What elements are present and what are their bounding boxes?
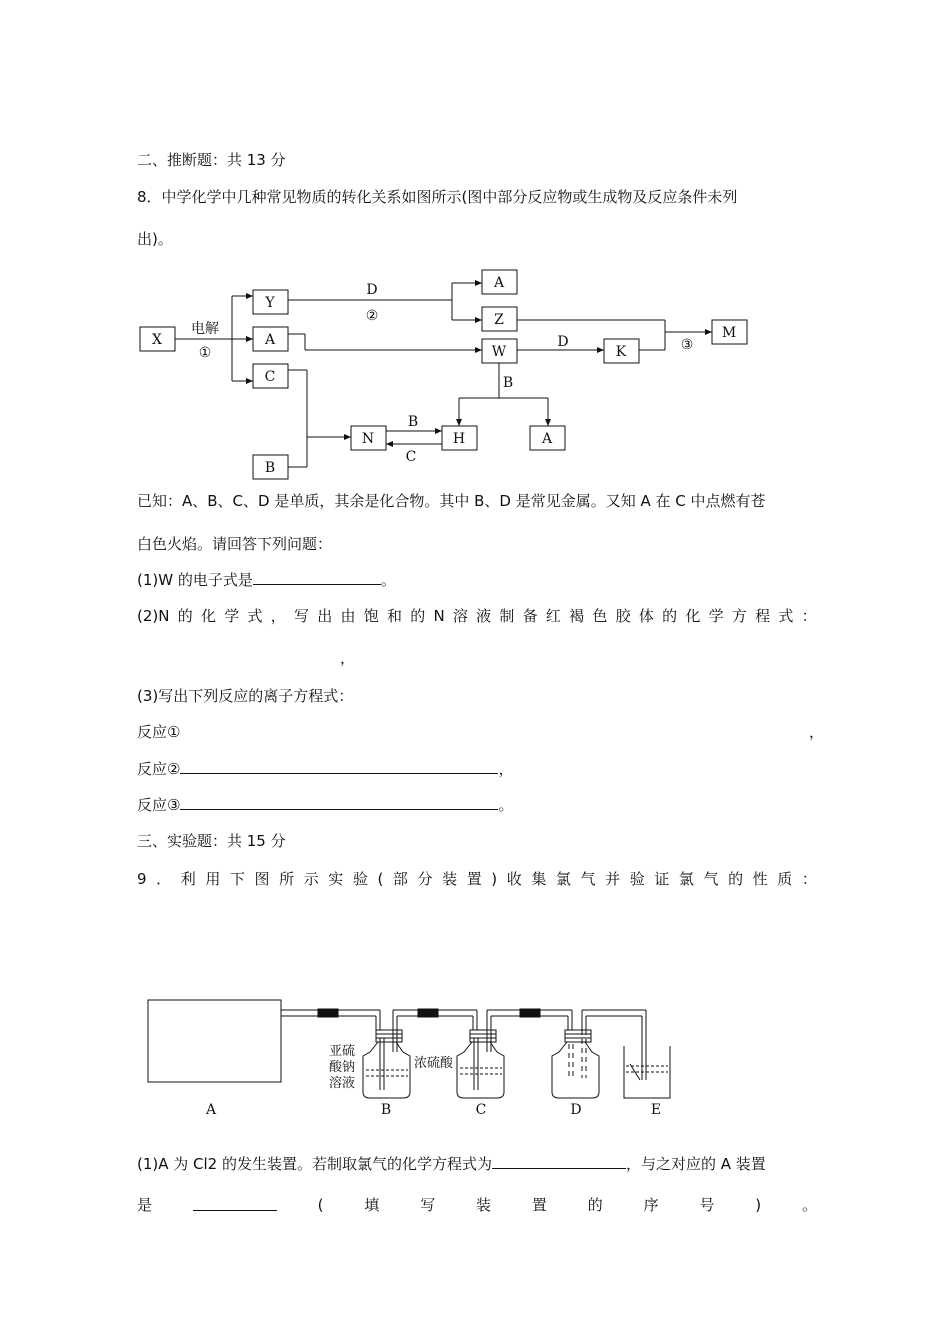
- subquestion-2-char-15: 制: [499, 607, 515, 625]
- reagent-b-line2: 酸钠: [329, 1060, 356, 1075]
- label-b: B: [264, 460, 276, 476]
- subquestion-3: (3)写出下列反应的离子方程式：: [137, 687, 354, 705]
- q9-char-23: 氯: [678, 870, 694, 888]
- q9-sub1-text: (1)A 为 Cl2 的发生装置。若制取氯气的化学方程式为: [137, 1155, 492, 1173]
- q8-text-line1: 8．中学化学中几种常见物质的转化关系如图所示(图中部分反应物或生成物及反应条件未列: [137, 188, 738, 206]
- apparatus-label-e: E: [650, 1102, 662, 1118]
- label-a1: A: [264, 332, 276, 348]
- subquestion-2-char-5: ，: [270, 607, 286, 625]
- answer-blank-chlorine-equation[interactable]: [492, 1153, 626, 1169]
- label-x: X: [152, 332, 162, 348]
- q9-char-9: 验: [352, 870, 368, 888]
- q9-char-17: 集: [531, 870, 547, 888]
- subquestion-2: [137, 606, 817, 626]
- apparatus-diagram: [0, 960, 950, 1130]
- subquestion-2-comma: ，: [340, 649, 356, 667]
- q9-char-15: ): [491, 870, 498, 888]
- q9-sub1-line2-char-answer-blank[interactable]: [193, 1195, 277, 1211]
- reagent-b-line3: 溶液: [329, 1076, 356, 1091]
- q9-char-14: 置: [466, 870, 482, 888]
- label-d1: D: [366, 282, 378, 298]
- bottle-c: [457, 1010, 504, 1098]
- q9-sub1-line2-char-4: 装: [476, 1196, 492, 1214]
- q9-sub1-line2-char-8: 号: [699, 1196, 715, 1214]
- label-w: W: [491, 344, 507, 360]
- subquestion-2-char-16: 备: [522, 607, 538, 625]
- q9-char-16: 收: [506, 870, 522, 888]
- subquestion-2-char-6: 写: [293, 607, 309, 625]
- subquestion-2-char-8: 由: [340, 607, 356, 625]
- label-b-arrow: B: [407, 414, 419, 430]
- q9-char-8: 实: [328, 870, 344, 888]
- bottle-b: [363, 1010, 410, 1098]
- label-a3: A: [541, 431, 553, 447]
- reaction-3-line: [137, 794, 513, 815]
- apparatus-label-d: D: [570, 1102, 582, 1118]
- subquestion-2-char-18: 褐: [569, 607, 585, 625]
- q9-char-21: 验: [629, 870, 645, 888]
- subquestion-1-end: 。: [380, 571, 396, 589]
- subquestion-2-char-24: 学: [708, 607, 724, 625]
- subquestion-2-char-19: 色: [592, 607, 608, 625]
- q9-char-6: 所: [279, 870, 295, 888]
- q9-sub1-line2-char-3: 写: [420, 1196, 436, 1214]
- subquestion-2-char-21: 体: [638, 607, 654, 625]
- subquestion-2-char-20: 胶: [615, 607, 631, 625]
- subquestion-2-char-28: ：: [801, 607, 817, 625]
- apparatus-label-b: B: [380, 1102, 392, 1118]
- q9-subquestion-1: [137, 1153, 766, 1174]
- label-electrolysis: 电解: [191, 321, 219, 337]
- q9-char-26: 性: [752, 870, 768, 888]
- subquestion-2-char-10: 和: [386, 607, 402, 625]
- label-b-down: B: [502, 375, 514, 391]
- q9-char-12: 分: [417, 870, 433, 888]
- label-y: Y: [265, 295, 275, 311]
- answer-blank-w[interactable]: [253, 569, 381, 585]
- q9-sub1-line2-char-10: 。: [801, 1196, 817, 1214]
- reaction-2-end: ，: [498, 760, 514, 778]
- subquestion-2-char-0: (2)N: [137, 607, 170, 625]
- subquestion-2-char-4: 式: [247, 607, 263, 625]
- subquestion-2-char-11: 的: [410, 607, 426, 625]
- q9-char-24: 气: [703, 870, 719, 888]
- subquestion-1-text: (1)W 的电子式是: [137, 571, 253, 589]
- q9-sub1-line2-char-6: 的: [587, 1196, 603, 1214]
- subquestion-2-char-13: 溶: [452, 607, 468, 625]
- label-m: M: [721, 325, 737, 341]
- bottle-d: [552, 1010, 599, 1098]
- reagent-c: 浓硫酸: [414, 1056, 454, 1071]
- q9-char-25: 的: [728, 870, 744, 888]
- label-c-arrow: C: [405, 449, 417, 465]
- q9-char-5: 图: [254, 870, 270, 888]
- reaction-1-end: ，: [809, 723, 825, 741]
- q9-char-27: 质: [777, 870, 793, 888]
- apparatus-label-c: C: [475, 1102, 487, 1118]
- reagent-b-line1: 亚硫: [329, 1044, 356, 1059]
- q9-char-22: 证: [654, 870, 670, 888]
- reaction-3-end: 。: [498, 796, 514, 814]
- label-h: H: [452, 431, 466, 447]
- q9-char-3: 用: [205, 870, 221, 888]
- reaction-2-line: [137, 758, 513, 779]
- subquestion-2-char-23: 化: [685, 607, 701, 625]
- known-info-line2: 白色火焰。请回答下列问题：: [137, 535, 333, 553]
- beaker-e: [624, 1046, 670, 1098]
- subquestion-2-char-9: 饱: [363, 607, 379, 625]
- q9-char-0: 9: [137, 870, 147, 888]
- label-k: K: [615, 344, 627, 360]
- subquestion-2-char-1: 的: [177, 607, 193, 625]
- subquestion-2-char-12: N: [433, 607, 445, 625]
- subquestion-2-char-3: 学: [224, 607, 240, 625]
- reaction-2-prompt: 反应②: [137, 760, 181, 778]
- label-d2: D: [557, 334, 569, 350]
- label-step1: ①: [198, 345, 212, 361]
- q9-sub1-line2-char-5: 置: [531, 1196, 547, 1214]
- subquestion-2-char-22: 的: [662, 607, 678, 625]
- subquestion-2-char-17: 红: [545, 607, 561, 625]
- q9-sub1-line2-char-7: 序: [643, 1196, 659, 1214]
- subquestion-2-char-26: 程: [755, 607, 771, 625]
- known-info-line1: 已知：A、B、C、D 是单质，其余是化合物。其中 B、D 是常见金属。又知 A 在 C 中点燃有苍: [137, 492, 766, 510]
- answer-blank-reaction-2[interactable]: [180, 758, 498, 774]
- label-z: Z: [494, 312, 504, 328]
- q8-text-line2: 出)。: [137, 230, 173, 248]
- subquestion-2-char-25: 方: [731, 607, 747, 625]
- label-c: C: [264, 369, 276, 385]
- q9-char-1: ．: [156, 870, 172, 888]
- label-step2: ②: [365, 308, 379, 324]
- subquestion-2-char-27: 式: [778, 607, 794, 625]
- q9-char-2: 利: [180, 870, 196, 888]
- q9-char-7: 示: [303, 870, 319, 888]
- conversion-diagram: [0, 0, 950, 500]
- q9-char-11: 部: [392, 870, 408, 888]
- answer-blank-reaction-3[interactable]: [180, 794, 498, 810]
- q9-sub1-suffix: ，与之对应的 A 装置: [626, 1155, 766, 1173]
- q9-char-13: 装: [442, 870, 458, 888]
- q9-char-19: 气: [580, 870, 596, 888]
- q9-subquestion-1-line2: [137, 1195, 817, 1215]
- reaction-3-prompt: 反应③: [137, 796, 181, 814]
- apparatus-a-box: [148, 1000, 281, 1082]
- label-step3: ③: [680, 337, 694, 353]
- section2-heading: 二、推断题：共 13 分: [137, 151, 286, 169]
- subquestion-2-char-2: 化: [200, 607, 216, 625]
- q9-text: [137, 869, 817, 889]
- label-n: N: [361, 431, 375, 447]
- label-a2: A: [493, 275, 505, 291]
- apparatus-label-a: A: [205, 1102, 217, 1118]
- q9-sub1-line2-char-2: 填: [364, 1196, 380, 1214]
- q9-sub1-line2-char-0: 是: [137, 1196, 153, 1214]
- section3-heading: 三、实验题：共 15 分: [137, 832, 286, 850]
- reaction-1-prompt: 反应①: [137, 723, 181, 741]
- subquestion-1: [137, 569, 396, 590]
- q9-sub1-line2-char-1: (: [317, 1196, 324, 1214]
- q9-char-18: 氯: [555, 870, 571, 888]
- subquestion-2-char-7: 出: [317, 607, 333, 625]
- q9-char-4: 下: [229, 870, 245, 888]
- q9-char-10: (: [377, 870, 384, 888]
- q9-char-28: ：: [801, 870, 817, 888]
- q9-sub1-line2-char-9: ): [755, 1196, 762, 1214]
- q9-char-20: 并: [605, 870, 621, 888]
- subquestion-2-char-14: 液: [476, 607, 492, 625]
